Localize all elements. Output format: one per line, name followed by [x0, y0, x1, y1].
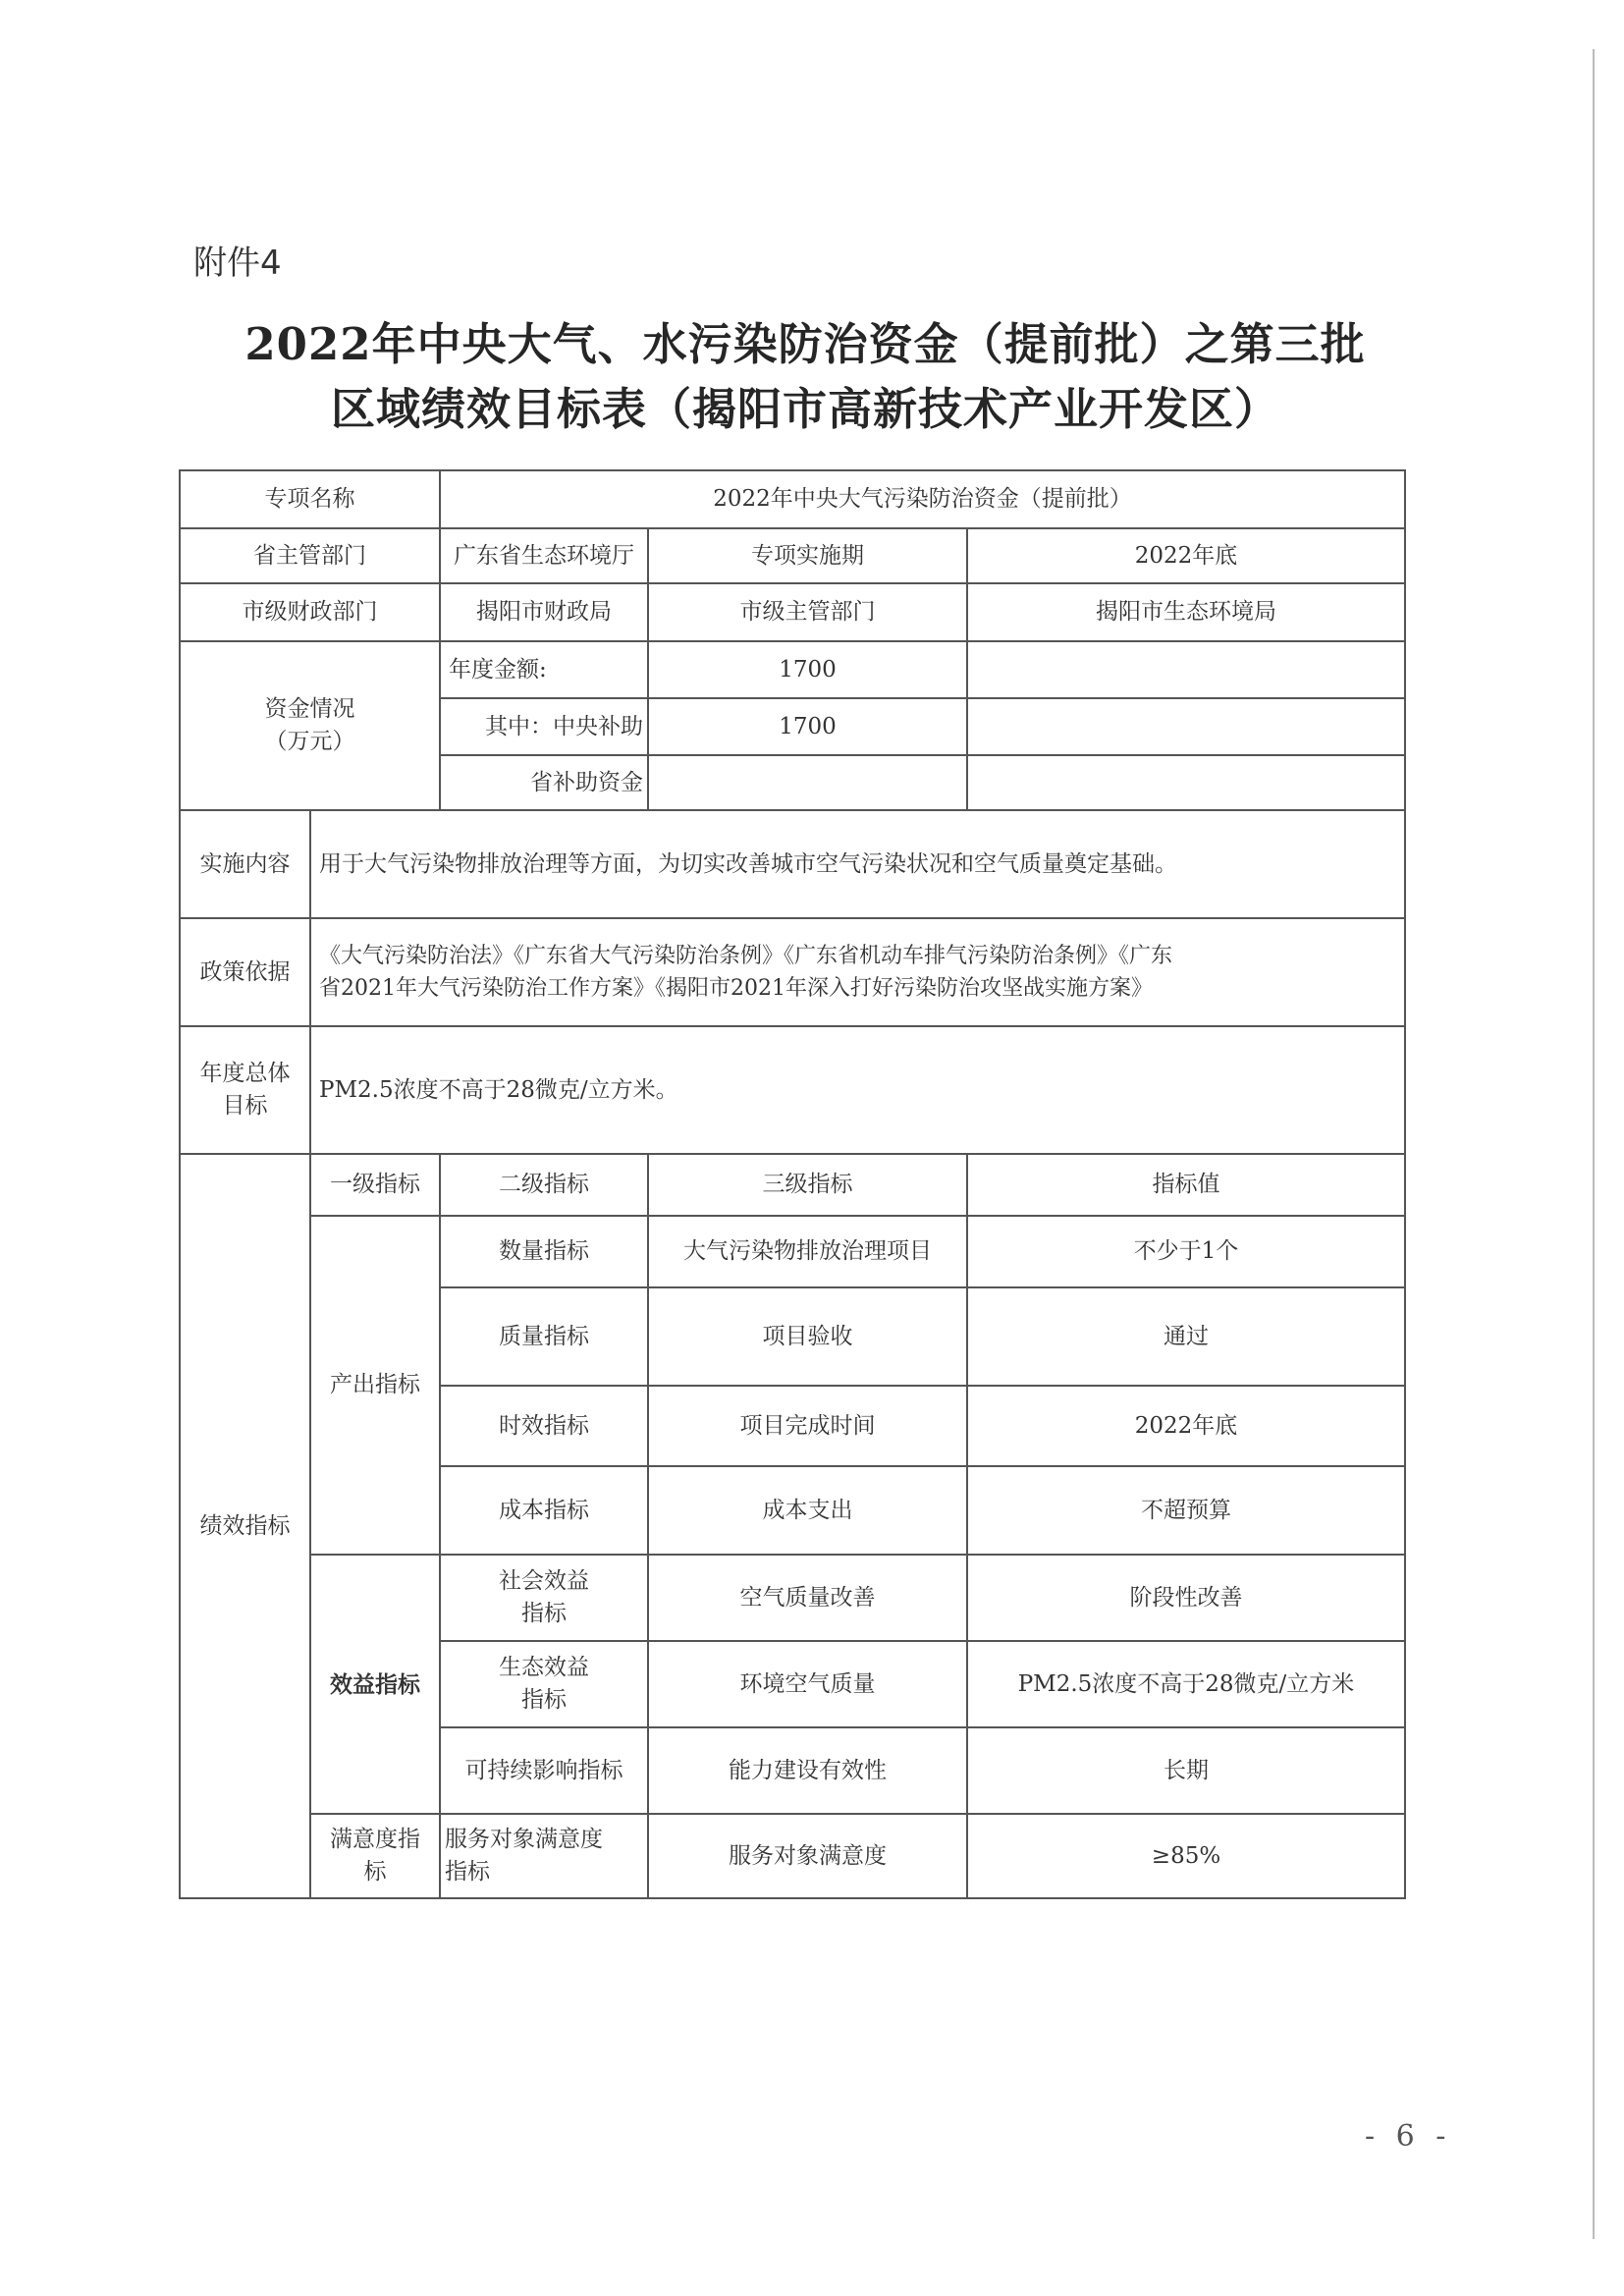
funds-label-line-2: （万元）	[264, 729, 355, 754]
policy-value-line-2: 省2021年大气污染防治工作方案》《揭阳市2021年深入打好污染防治攻坚战实施方案》	[319, 976, 1153, 1001]
policy-value-line-1: 《大气污染防治法》《广东省大气污染防治条例》《广东省机动车排气污染防治条例》《广东	[319, 944, 1173, 968]
document-title	[167, 312, 1443, 442]
benefit-label: 效益指标	[310, 1555, 440, 1814]
performance-target-table	[179, 469, 1406, 1899]
level2-line-2: 指标	[521, 1687, 567, 1713]
policy-value	[310, 918, 1405, 1026]
row-indicator-headers	[180, 1154, 1405, 1216]
content-value: 用于大气污染物排放治理等方面，为切实改善城市空气污染状况和空气质量奠定基础。	[310, 810, 1405, 918]
project-name-value: 2022年中央大气污染防治资金（提前批）	[440, 470, 1405, 528]
period-value: 2022年底	[967, 528, 1405, 583]
policy-label: 政策依据	[180, 918, 310, 1026]
annual-amount-value: 1700	[648, 641, 967, 698]
level2-cell: 质量指标	[440, 1287, 648, 1386]
value-cell: ≥85%	[967, 1814, 1405, 1898]
table-row	[180, 1216, 1405, 1287]
level2-line-1: 服务对象满意度	[445, 1827, 603, 1852]
value-cell: 阶段性改善	[967, 1555, 1405, 1641]
table-row	[180, 1555, 1405, 1641]
header-level3: 三级指标	[648, 1154, 967, 1216]
scan-edge-line	[1593, 49, 1595, 2239]
funds-label-line-1: 资金情况	[264, 696, 355, 722]
city-dept-label: 市级主管部门	[648, 583, 967, 641]
city-finance-value: 揭阳市财政局	[440, 583, 648, 641]
satisfaction-label-line-1: 满意度指	[330, 1827, 420, 1852]
row-content	[180, 810, 1405, 918]
row-province-dept	[180, 528, 1405, 583]
value-cell: 不少于1个	[967, 1216, 1405, 1287]
level3-cell: 能力建设有效性	[648, 1727, 967, 1814]
output-label: 产出指标	[310, 1216, 440, 1555]
annual-amount-empty	[967, 641, 1405, 698]
province-dept-value: 广东省生态环境厅	[440, 528, 648, 583]
level2-cell: 成本指标	[440, 1466, 648, 1555]
page-number: - 6 -	[1365, 2119, 1452, 2154]
level3-cell: 环境空气质量	[648, 1641, 967, 1727]
level2-line-2: 指标	[521, 1601, 567, 1626]
level2-cell: 时效指标	[440, 1386, 648, 1466]
annual-goal-value: PM2.5浓度不高于28微克/立方米。	[310, 1026, 1405, 1154]
level2-cell	[440, 1814, 648, 1898]
level2-line-1: 生态效益	[499, 1655, 589, 1680]
level2-cell: 可持续影响指标	[440, 1727, 648, 1814]
row-annual-goal	[180, 1026, 1405, 1154]
level2-cell	[440, 1555, 648, 1641]
city-dept-value: 揭阳市生态环境局	[967, 583, 1405, 641]
value-cell: 2022年底	[967, 1386, 1405, 1466]
provincial-subsidy-value	[648, 755, 967, 810]
level3-cell: 项目验收	[648, 1287, 967, 1386]
title-line-2: 区域绩效目标表（揭阳市高新技术产业开发区）	[330, 383, 1279, 435]
period-label: 专项实施期	[648, 528, 967, 583]
level2-cell	[440, 1641, 648, 1727]
city-finance-label: 市级财政部门	[180, 583, 440, 641]
value-cell: PM2.5浓度不高于28微克/立方米	[967, 1641, 1405, 1727]
project-name-label: 专项名称	[180, 470, 440, 528]
level3-cell: 项目完成时间	[648, 1386, 967, 1466]
satisfaction-label-line-2: 标	[363, 1859, 387, 1885]
provincial-subsidy-empty	[967, 755, 1405, 810]
level3-cell: 服务对象满意度	[648, 1814, 967, 1898]
header-value: 指标值	[967, 1154, 1405, 1216]
attachment-label: 附件4	[193, 244, 282, 283]
row-annual-amount	[180, 641, 1405, 698]
level3-cell: 成本支出	[648, 1466, 967, 1555]
content-label: 实施内容	[180, 810, 310, 918]
annual-goal-label-line-2: 目标	[222, 1093, 268, 1119]
row-city-finance	[180, 583, 1405, 641]
annual-goal-label-line-1: 年度总体	[199, 1061, 291, 1086]
satisfaction-label	[310, 1814, 440, 1898]
level2-cell: 数量指标	[440, 1216, 648, 1287]
value-cell: 长期	[967, 1727, 1405, 1814]
title-line-1: 2022年中央大气、水污染防治资金（提前批）之第三批	[244, 318, 1366, 370]
level2-line-1: 社会效益	[499, 1568, 589, 1594]
value-cell: 不超预算	[967, 1466, 1405, 1555]
annual-amount-label: 年度金额:	[440, 641, 648, 698]
performance-label: 绩效指标	[180, 1154, 310, 1898]
central-subsidy-empty	[967, 698, 1405, 755]
level3-cell: 大气污染物排放治理项目	[648, 1216, 967, 1287]
central-subsidy-value: 1700	[648, 698, 967, 755]
value-cell: 通过	[967, 1287, 1405, 1386]
row-policy	[180, 918, 1405, 1026]
level3-cell: 空气质量改善	[648, 1555, 967, 1641]
central-subsidy-label: 其中：中央补助	[440, 698, 648, 755]
province-dept-label: 省主管部门	[180, 528, 440, 583]
header-level1: 一级指标	[310, 1154, 440, 1216]
table-row	[180, 1814, 1405, 1898]
header-level2: 二级指标	[440, 1154, 648, 1216]
annual-goal-label	[180, 1026, 310, 1154]
level2-line-2: 指标	[445, 1859, 490, 1885]
provincial-subsidy-label: 省补助资金	[440, 755, 648, 810]
funds-label	[180, 641, 440, 810]
row-project-name	[180, 470, 1405, 528]
